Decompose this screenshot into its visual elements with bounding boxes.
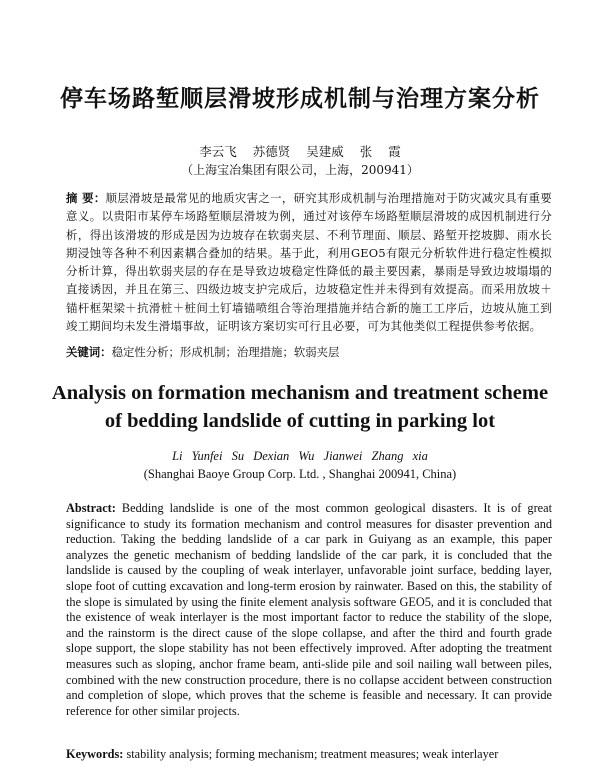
english-title xyxy=(0,379,600,435)
english-title-line2: of bedding landslide of cutting in parking lot xyxy=(104,410,496,432)
chinese-title: 停车场路堑顺层滑坡形成机制与治理方案分析 xyxy=(60,86,540,112)
chinese-abstract-label: 摘 要： xyxy=(66,191,106,205)
chinese-abstract xyxy=(66,189,552,335)
chinese-keywords xyxy=(66,344,552,360)
english-affiliation: (Shanghai Baoye Group Corp. Ltd. , Shanghai 200941, China) xyxy=(143,467,457,481)
chinese-authors: 李云飞 苏德贤 吴建威 张 霞 xyxy=(199,144,401,159)
english-abstract xyxy=(66,501,552,719)
chinese-keywords-text: 稳定性分析；形成机制；治理措施；软弱夹层 xyxy=(111,345,340,359)
english-keywords-text: stability analysis; forming mechanism; treatment measures; weak interlayer xyxy=(126,747,499,761)
chinese-abstract-text: 顺层滑坡是最常见的地质灾害之一，研究其形成机制与治理措施对于防灾减灾具有重要意义。以贵阳市某停车场路堑顺层滑坡为例，通过对该停车场路堑顺层滑坡的成因机制进行分析，得出该滑坡的形成是因为边坡存在软弱夹层、不利节理面、顺层、路堑开挖坡脚、雨水长期浸蚀等各种不利因素耦合叠加的结果。基于此，利用GEO5有限元分析软件进行稳定性模拟分析计算，得出软弱夹层的存在是导致边坡稳定性降低的最主要因素，暴雨是导致边坡塌塌的直接诱因，并且在第三、四级边坡支护完成后，边坡稳定性并未得到有效提高。而采用放坡＋锚杆框架梁＋抗滑桩＋桩间土钉墙锚喷组合等治理措施并结合新的施工工序后，边坡从施工到竣工期间均未发生滑塌事故，证明该方案切实可行且必要，可为其他类似工程提供参考依据。 xyxy=(66,191,552,334)
english-authors: Li Yunfei Su Dexian Wu Jianwei Zhang xia xyxy=(172,449,428,463)
chinese-affiliation: （上海宝冶集团有限公司，上海，200941） xyxy=(181,163,419,177)
english-keywords-label: Keywords: xyxy=(66,747,124,761)
english-keywords xyxy=(66,747,552,763)
english-abstract-label: Abstract: xyxy=(66,501,116,515)
chinese-keywords-label: 关键词： xyxy=(66,345,112,359)
english-abstract-text: Bedding landslide is one of the most common geological disasters. It is of great significance to study its formation mechanism and control measures for disaster prevention and reduction. Taking the bedding landslide of a car park in Guiyang as an example, this paper analyzes the genetic mechanism of bedding landslide of the car park, it is concluded that the landslide is caused by the coupling of weak interlayer, unfavorable joint surface, bedding layer, slope foot of cutting excavation and long-term erosion by rainwater. Based on this, the stability of the slope is simulated by using the finite element analysis software GEO5, and it is concluded that the existence of weak interlayer is the most important factor to reduce the stability of the slope, and the rainstorm is the direct cause of the slope collapse, and after the third and fourth grade slope support, the slope stability has not been effectively improved. After adopting the treatment measures such as sloping, anchor frame beam, anti-slide pile and soil nailing wall between piles, combined with the new construction procedure, there is no collapse accident between construction and completion of slope, which proves that the scheme is feasible and necessary. It can provide reference for other similar projects. xyxy=(66,501,553,718)
english-title-line1: Analysis on formation mechanism and treatment scheme xyxy=(51,382,549,404)
